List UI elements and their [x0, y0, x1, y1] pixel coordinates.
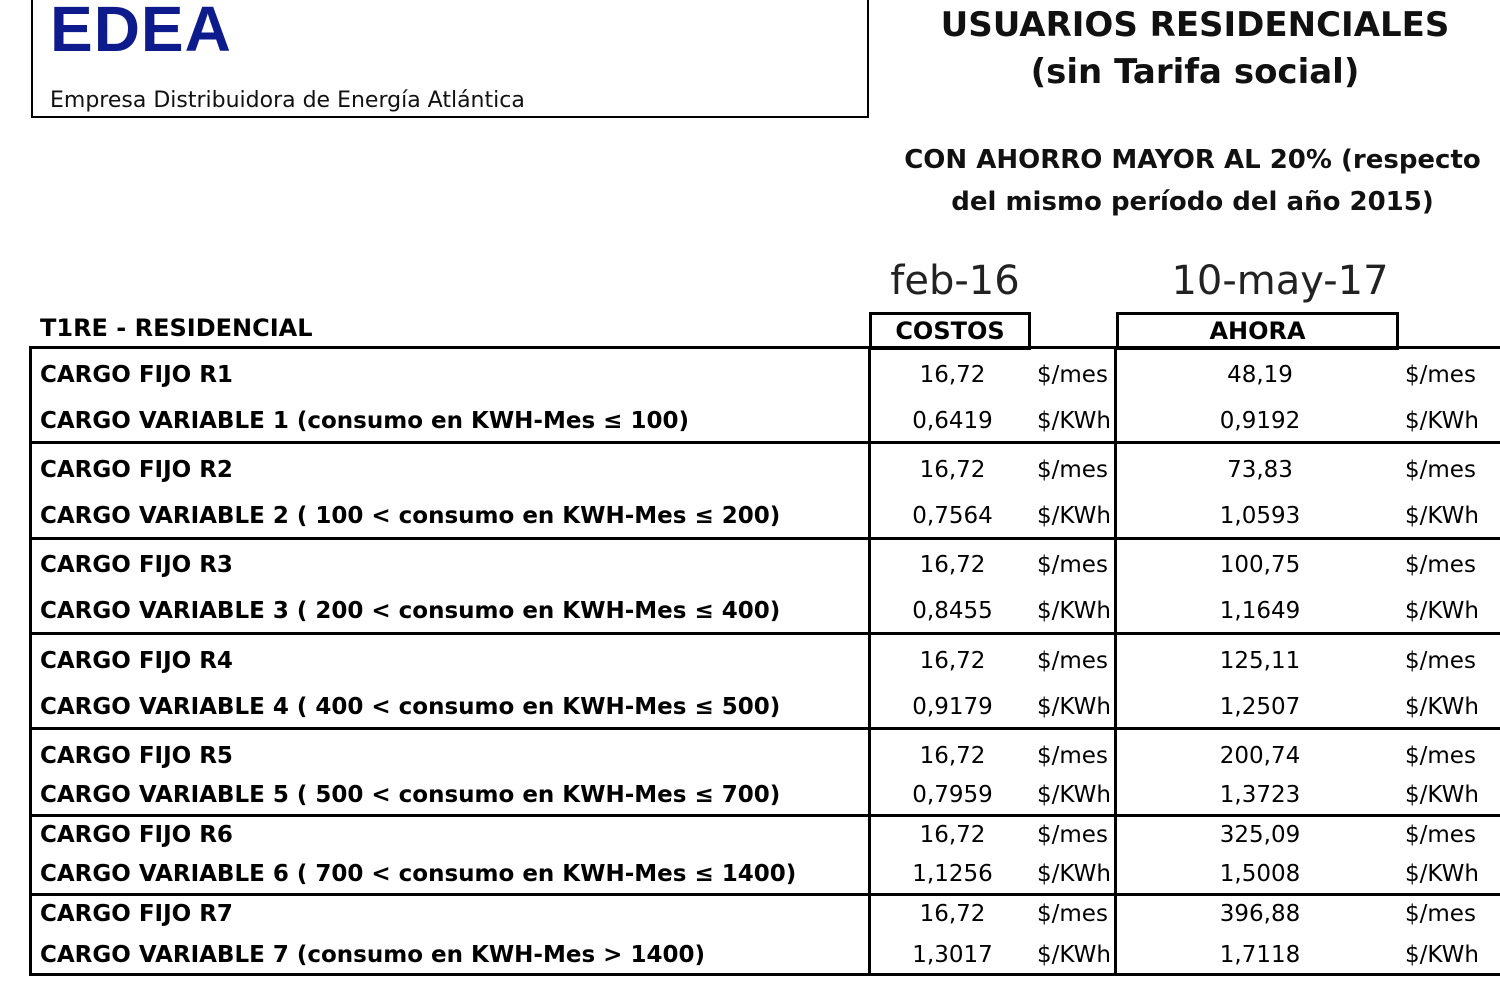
row-group-divider — [29, 814, 1500, 817]
cost-unit-feb16: $/mes — [1037, 362, 1108, 388]
cost-unit-may17: $/KWh — [1405, 694, 1479, 720]
cost-unit-may17: $/KWh — [1405, 942, 1479, 968]
row-label: CARGO FIJO R4 — [40, 648, 233, 674]
cost-value-feb16: 0,6419 — [912, 408, 993, 434]
cost-value-may17: 0,9192 — [1219, 408, 1301, 434]
column-date-2: 10-may-17 — [1171, 258, 1389, 304]
row-label: CARGO FIJO R3 — [40, 552, 233, 578]
cost-value-may17: 396,88 — [1219, 901, 1301, 927]
cost-unit-may17: $/KWh — [1405, 408, 1479, 434]
cost-unit-may17: $/mes — [1405, 648, 1476, 674]
row-label: CARGO FIJO R1 — [40, 362, 233, 388]
subtitle-line-2: del mismo período del año 2015) — [951, 187, 1434, 217]
row-group-divider — [29, 632, 1500, 635]
row-label: CARGO VARIABLE 5 ( 500 < consumo en KWH-Mes ≤ 700) — [40, 782, 781, 808]
row-label: CARGO VARIABLE 1 (consumo en KWH-Mes ≤ 100) — [40, 408, 689, 434]
cost-unit-may17: $/mes — [1405, 552, 1476, 578]
column-date-1: feb-16 — [890, 258, 1020, 304]
row-label: CARGO FIJO R6 — [40, 822, 233, 848]
cost-unit-may17: $/mes — [1405, 743, 1476, 769]
cost-unit-feb16: $/KWh — [1037, 408, 1111, 434]
cost-value-feb16: 16,72 — [919, 457, 986, 483]
cost-unit-may17: $/mes — [1405, 457, 1476, 483]
cost-value-may17: 1,2507 — [1219, 694, 1301, 720]
cost-unit-may17: $/mes — [1405, 822, 1476, 848]
row-label: CARGO FIJO R2 — [40, 457, 233, 483]
subtitle-line-1: CON AHORRO MAYOR AL 20% (respecto — [904, 145, 1481, 175]
cost-unit-feb16: $/KWh — [1037, 503, 1111, 529]
cost-unit-may17: $/mes — [1405, 901, 1476, 927]
cost-value-feb16: 1,1256 — [912, 861, 993, 887]
cost-unit-feb16: $/KWh — [1037, 694, 1111, 720]
cost-value-may17: 48,19 — [1227, 362, 1293, 388]
cost-value-may17: 1,0593 — [1219, 503, 1301, 529]
cost-unit-feb16: $/KWh — [1037, 598, 1111, 624]
cost-value-feb16: 16,72 — [919, 901, 986, 927]
cost-value-feb16: 16,72 — [919, 552, 986, 578]
cost-value-may17: 200,74 — [1219, 743, 1301, 769]
cost-unit-may17: $/KWh — [1405, 598, 1479, 624]
section-label: T1RE - RESIDENCIAL — [40, 314, 313, 342]
cost-value-feb16: 16,72 — [919, 362, 986, 388]
column-header-ahora: AHORA — [1116, 312, 1399, 350]
cost-unit-feb16: $/KWh — [1037, 861, 1111, 887]
row-label: CARGO FIJO R5 — [40, 743, 233, 769]
cost-value-may17: 100,75 — [1219, 552, 1301, 578]
company-logo: EDEA — [50, 0, 232, 65]
page-title-qualifier: (sin Tarifa social) — [1030, 52, 1360, 92]
cost-value-feb16: 0,9179 — [912, 694, 993, 720]
cost-value-feb16: 1,3017 — [912, 942, 993, 968]
row-label: CARGO VARIABLE 6 ( 700 < consumo en KWH-Mes ≤ 1400) — [40, 861, 797, 887]
cost-value-may17: 1,3723 — [1219, 782, 1301, 808]
cost-value-may17: 125,11 — [1219, 648, 1301, 674]
cost-unit-feb16: $/mes — [1037, 822, 1108, 848]
row-group-divider — [29, 537, 1500, 540]
cost-unit-feb16: $/KWh — [1037, 782, 1111, 808]
row-label: CARGO VARIABLE 2 ( 100 < consumo en KWH-Mes ≤ 200) — [40, 503, 781, 529]
cost-value-may17: 73,83 — [1227, 457, 1293, 483]
cost-value-feb16: 0,8455 — [912, 598, 993, 624]
cost-value-may17: 1,5008 — [1219, 861, 1301, 887]
cost-unit-may17: $/KWh — [1405, 503, 1479, 529]
cost-value-feb16: 16,72 — [919, 743, 986, 769]
row-label: CARGO VARIABLE 3 ( 200 < consumo en KWH-Mes ≤ 400) — [40, 598, 781, 624]
row-group-divider — [29, 441, 1500, 444]
cost-value-feb16: 16,72 — [919, 822, 986, 848]
cost-value-feb16: 16,72 — [919, 648, 986, 674]
cost-value-may17: 325,09 — [1219, 822, 1301, 848]
column-header-costos: COSTOS — [869, 312, 1031, 350]
company-name: Empresa Distribuidora de Energía Atlántica — [50, 88, 525, 113]
row-label: CARGO VARIABLE 7 (consumo en KWH-Mes > 1400) — [40, 942, 705, 968]
cost-unit-feb16: $/mes — [1037, 901, 1108, 927]
row-label: CARGO VARIABLE 4 ( 400 < consumo en KWH-Mes ≤ 500) — [40, 694, 781, 720]
cost-unit-feb16: $/KWh — [1037, 942, 1111, 968]
cost-unit-feb16: $/mes — [1037, 457, 1108, 483]
cost-value-feb16: 0,7959 — [912, 782, 993, 808]
cost-unit-may17: $/KWh — [1405, 782, 1479, 808]
cost-unit-may17: $/KWh — [1405, 861, 1479, 887]
cost-unit-may17: $/mes — [1405, 362, 1476, 388]
cost-value-may17: 1,1649 — [1219, 598, 1301, 624]
cost-value-may17: 1,7118 — [1219, 942, 1301, 968]
row-label: CARGO FIJO R7 — [40, 901, 233, 927]
page-title: USUARIOS RESIDENCIALES — [940, 5, 1450, 45]
cost-unit-feb16: $/mes — [1037, 552, 1108, 578]
row-group-divider — [29, 893, 1500, 896]
cost-unit-feb16: $/mes — [1037, 648, 1108, 674]
row-group-divider — [29, 727, 1500, 730]
cost-value-feb16: 0,7564 — [912, 503, 993, 529]
cost-unit-feb16: $/mes — [1037, 743, 1108, 769]
